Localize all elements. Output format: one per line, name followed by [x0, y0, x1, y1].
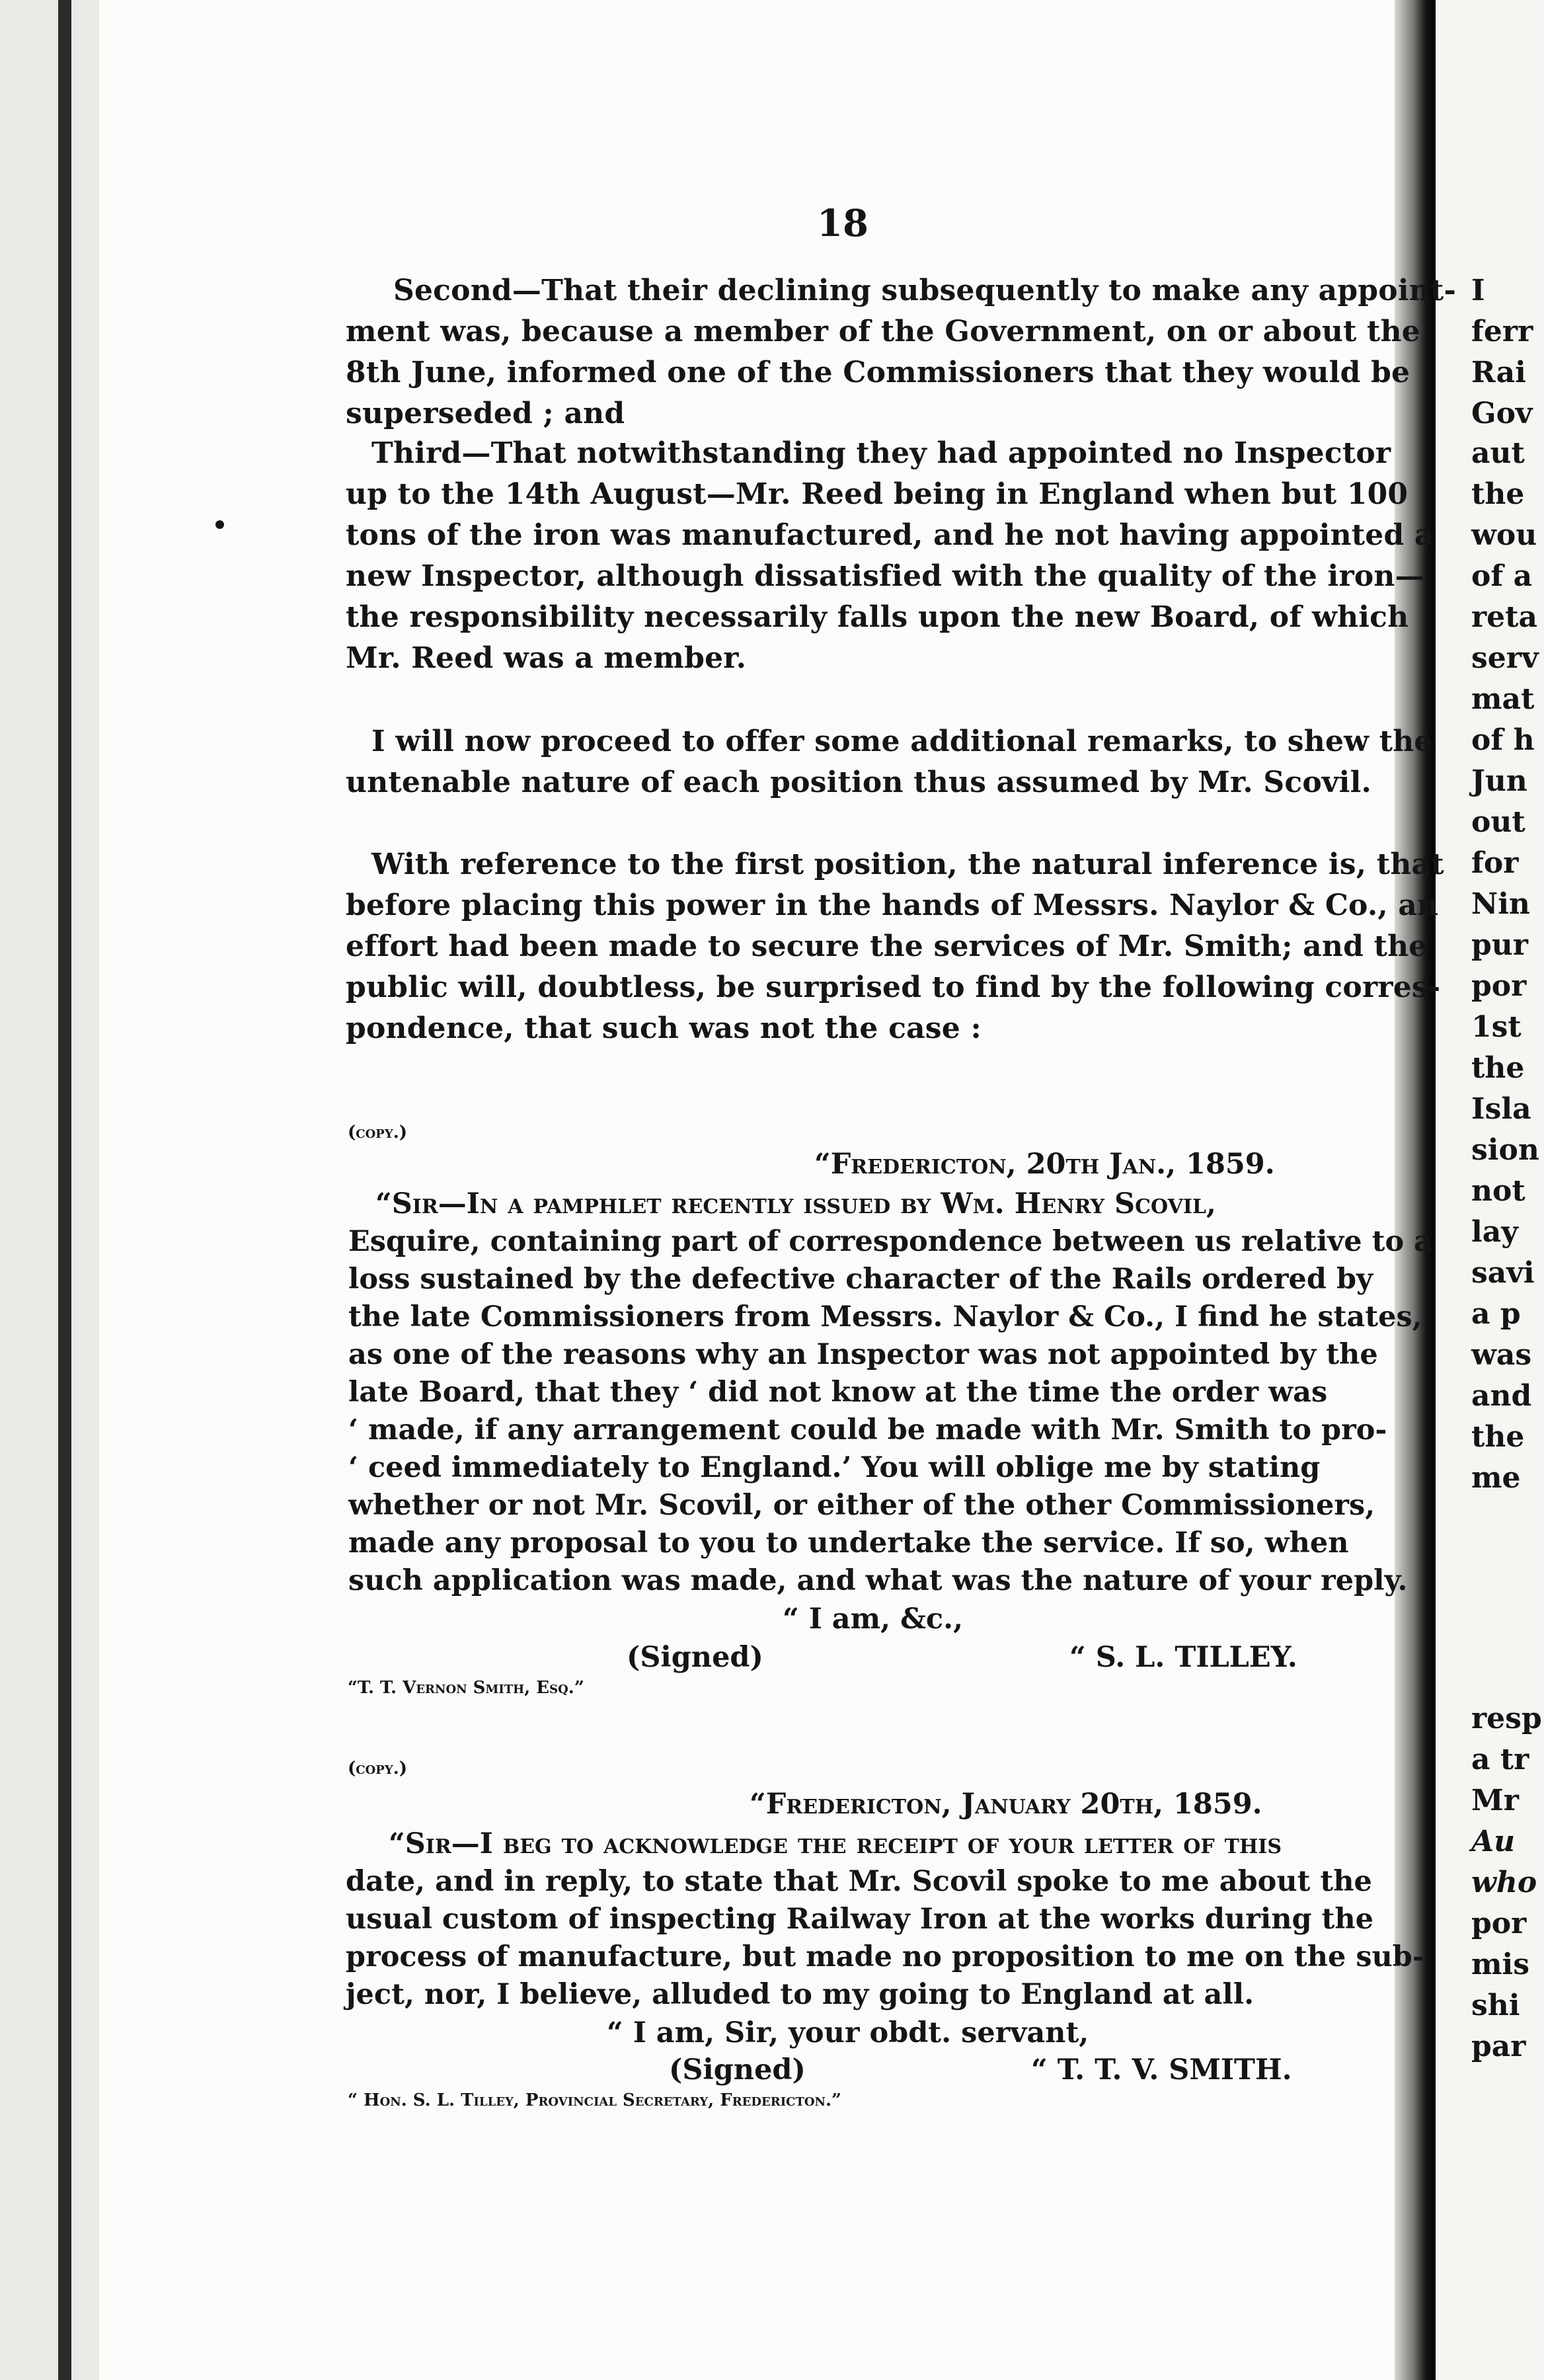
- text-line: Mr. Reed was a member.: [346, 641, 747, 675]
- text-line: public will, doubtless, be surprised to find by the following corres-: [346, 971, 1441, 1004]
- text-line: made any proposal to you to undertake the service. If so, when: [348, 1527, 1349, 1560]
- text-line: With reference to the first position, the natural inference is, that: [371, 848, 1444, 881]
- adjacent-page-fragment: por: [1471, 969, 1527, 1003]
- adjacent-page-fragment: who: [1471, 1866, 1537, 1899]
- adjacent-page-fragment: 1st: [1471, 1010, 1522, 1044]
- text-line: before placing this power in the hands of Messrs. Naylor & Co., an: [346, 889, 1439, 922]
- signed-label: (Signed): [627, 1641, 763, 1674]
- text-line: whether or not Mr. Scovil, or either of the other Commissioners,: [348, 1489, 1375, 1522]
- text-line: pondence, that such was not the case :: [346, 1012, 982, 1045]
- signature: “ S. L. TILLEY.: [1069, 1641, 1297, 1674]
- adjacent-page-fragment: Mr: [1471, 1784, 1519, 1817]
- adjacent-page-fragment: Jun: [1471, 764, 1527, 798]
- adjacent-page-fragment: a tr: [1471, 1743, 1529, 1776]
- adjacent-page-fragment: mat: [1471, 682, 1535, 716]
- scan-left-margin: [0, 0, 99, 2380]
- text-line: as one of the reasons why an Inspector was not appointed by the: [348, 1338, 1378, 1371]
- copy-label: (copy.): [348, 1759, 408, 1778]
- adjacent-page-fragment: resp: [1471, 1702, 1542, 1735]
- letter-addressee: “ Hon. S. L. Tilley, Provincial Secretary, Fredericton.”: [348, 2090, 841, 2110]
- adjacent-page-fragment: the: [1471, 1051, 1525, 1085]
- adjacent-page-fragment: aut: [1471, 436, 1525, 470]
- scan-left-edge: [58, 0, 71, 2380]
- adjacent-page-fragment: a p: [1471, 1297, 1521, 1331]
- adjacent-page-fragment: out: [1471, 805, 1525, 839]
- adjacent-page-fragment: pur: [1471, 928, 1528, 962]
- text-line: ‘ ceed immediately to England.’ You will oblige me by stating: [348, 1451, 1321, 1484]
- adjacent-page-fragment: the: [1471, 1420, 1525, 1454]
- letter-closing: “ I am, &c.,: [783, 1603, 964, 1636]
- text-line: process of manufacture, but made no proposition to me on the sub-: [346, 1940, 1424, 1973]
- text-line: ment was, because a member of the Government, on or about the: [346, 315, 1420, 348]
- text-line: “Sir—I beg to acknowledge the receipt of your letter of this: [389, 1827, 1282, 1860]
- text-line: effort had been made to secure the services of Mr. Smith; and the: [346, 930, 1428, 963]
- signed-label: (Signed): [669, 2053, 806, 2086]
- text-line: the late Commissioners from Messrs. Naylor & Co., I find he states,: [348, 1300, 1422, 1333]
- adjacent-page-fragment: me: [1471, 1461, 1521, 1495]
- adjacent-page-fragment: mis: [1471, 1948, 1530, 1981]
- adjacent-page-fragment: for: [1471, 846, 1519, 880]
- text-line: loss sustained by the defective character of the Rails ordered by: [348, 1263, 1373, 1296]
- adjacent-page-fragment: Au: [1471, 1825, 1516, 1858]
- letter-closing: “ I am, Sir, your obdt. servant,: [607, 2016, 1089, 2049]
- text-line: I will now proceed to offer some additional remarks, to shew the: [371, 725, 1433, 758]
- text-line: untenable nature of each position thus assumed by Mr. Scovil.: [346, 766, 1372, 799]
- letter-addressee: “T. T. Vernon Smith, Esq.”: [348, 1678, 584, 1698]
- adjacent-page-fragment: Gov: [1471, 397, 1533, 430]
- adjacent-page-fragment: savi: [1471, 1256, 1535, 1290]
- adjacent-page-fragment: serv: [1471, 641, 1539, 675]
- margin-dot: [215, 520, 224, 529]
- letter-dateline: “Fredericton, 20th Jan., 1859.: [814, 1148, 1275, 1181]
- adjacent-page-fragment: was: [1471, 1338, 1532, 1372]
- adjacent-page-fragment: Isla: [1471, 1092, 1531, 1126]
- adjacent-page-fragment: reta: [1471, 600, 1538, 634]
- adjacent-page-fragment: I: [1471, 274, 1485, 307]
- text-line: up to the 14th August—Mr. Reed being in England when but 100: [346, 477, 1409, 511]
- text-line: superseded ; and: [346, 397, 625, 430]
- adjacent-page-fragment: the: [1471, 477, 1525, 511]
- adjacent-page-fragment: of a: [1471, 559, 1533, 593]
- text-line: such application was made, and what was the nature of your reply.: [348, 1564, 1408, 1597]
- page-number: 18: [817, 202, 868, 245]
- text-line: Second—That their declining subsequently to make any appoint-: [393, 274, 1456, 307]
- letter-dateline: “Fredericton, January 20th, 1859.: [750, 1788, 1262, 1821]
- copy-label: (copy.): [348, 1123, 408, 1142]
- adjacent-page-fragment: wou: [1471, 518, 1537, 552]
- text-line: ject, nor, I believe, alluded to my going to England at all.: [346, 1978, 1254, 2011]
- adjacent-page-fragment: ferr: [1471, 315, 1533, 348]
- text-line: the responsibility necessarily falls upon the new Board, of which: [346, 600, 1409, 634]
- text-line: tons of the iron was manufactured, and he not having appointed a: [346, 518, 1434, 552]
- text-line: 8th June, informed one of the Commissioners that they would be: [346, 356, 1410, 389]
- text-line: “Sir—In a pamphlet recently issued by Wm. Henry Scovil,: [375, 1187, 1216, 1220]
- adjacent-page-fragment: Rai: [1471, 356, 1526, 389]
- adjacent-page-fragment: lay: [1471, 1215, 1518, 1249]
- adjacent-page-fragment: par: [1471, 2030, 1526, 2063]
- text-line: Third—That notwithstanding they had appointed no Inspector: [371, 436, 1391, 470]
- adjacent-page-fragment: not: [1471, 1174, 1525, 1208]
- adjacent-page-fragment: sion: [1471, 1133, 1539, 1167]
- text-line: Esquire, containing part of correspondence between us relative to a: [348, 1225, 1432, 1258]
- adjacent-page-fragment: Nin: [1471, 887, 1530, 921]
- text-line: ‘ made, if any arrangement could be made with Mr. Smith to pro-: [348, 1413, 1387, 1447]
- text-line: usual custom of inspecting Railway Iron at the works during the: [346, 1903, 1373, 1936]
- signature: “ T. T. V. SMITH.: [1031, 2053, 1292, 2086]
- adjacent-page-fragment: and: [1471, 1379, 1532, 1413]
- text-line: late Board, that they ‘ did not know at the time the order was: [348, 1376, 1328, 1409]
- text-line: date, and in reply, to state that Mr. Scovil spoke to me about the: [346, 1865, 1372, 1898]
- adjacent-page-fragment: of h: [1471, 723, 1535, 757]
- adjacent-page-fragment: por: [1471, 1907, 1527, 1940]
- text-line: new Inspector, although dissatisfied with the quality of the iron—: [346, 559, 1424, 593]
- adjacent-page-fragment: shi: [1471, 1989, 1520, 2022]
